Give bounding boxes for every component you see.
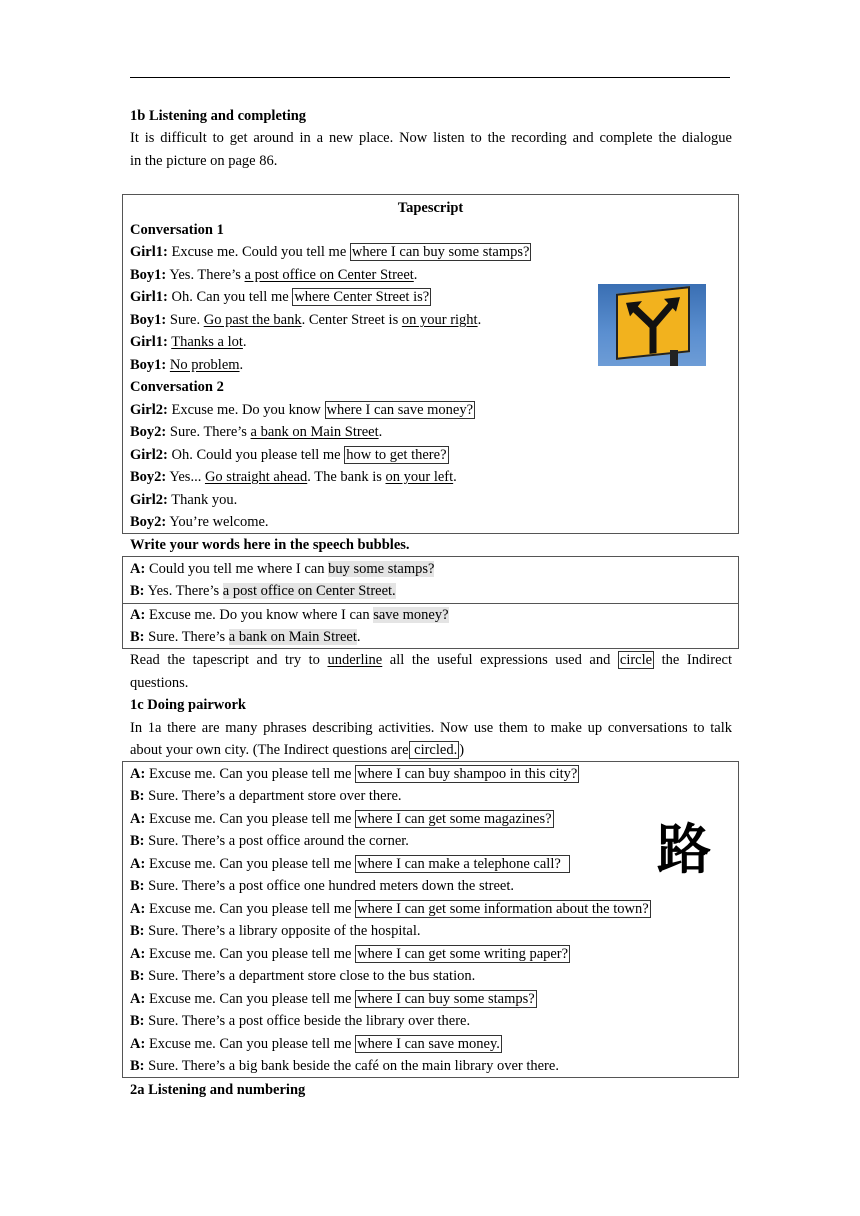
- tapescript-line: Girl1: Excuse me. Could you tell me where I can buy some stamps?: [130, 244, 530, 260]
- useful-expression-underlined: on your left: [385, 469, 454, 485]
- speaker-label: Boy2:: [130, 469, 167, 485]
- filled-answer: a post office on Center Street.: [222, 583, 396, 599]
- section-1b-title: 1b Listening and completing: [130, 108, 307, 124]
- tapescript-line: Girl1: Thanks a lot.: [130, 334, 247, 350]
- speaker-label: B:: [130, 583, 145, 599]
- indirect-question-circled: where I can buy some stamps?: [351, 244, 530, 260]
- indirect-question-circled: where I can buy some stamps?: [357, 991, 535, 1007]
- bubble-line: A: Excuse me. Do you know where I can save money?: [130, 607, 449, 623]
- pairwork-line: B: Sure. There’s a department store over there.: [130, 788, 402, 804]
- speaker-label: A:: [130, 946, 146, 962]
- useful-expression-underlined: Go past the bank: [203, 312, 302, 328]
- indirect-question-circled: where I can buy shampoo in this city?: [357, 766, 578, 782]
- speaker-label: A:: [130, 856, 146, 872]
- speaker-label: A:: [130, 561, 146, 577]
- tapescript-line: Boy2: Yes... Go straight ahead. The bank is on your left.: [130, 469, 457, 485]
- speech-bubbles-box: [122, 556, 739, 649]
- lu-character-glyph: 路: [657, 817, 711, 881]
- speaker-label: A:: [130, 1036, 146, 1052]
- top-rule: [130, 77, 730, 78]
- circled-word: circled.: [410, 742, 458, 758]
- underline-word: underline: [327, 652, 383, 668]
- bubble-line: A: Could you tell me where I can buy some stamps?: [130, 561, 435, 577]
- pairwork-line: A: Excuse me. Can you please tell me where I can buy shampoo in this city?: [130, 766, 578, 782]
- indirect-question-circled: where I can save money.: [357, 1036, 500, 1052]
- speaker-label: Boy1:: [130, 267, 167, 283]
- fork-arrow-icon: [618, 288, 688, 357]
- filled-answer: save money?: [373, 607, 449, 623]
- speaker-label: Girl1:: [130, 334, 168, 350]
- conversation-2-heading: Conversation 2: [130, 379, 224, 395]
- pairwork-line: B: Sure. There’s a department store close to the bus station.: [130, 968, 476, 984]
- instruction-line2: questions.: [130, 675, 189, 691]
- indirect-question-circled: where Center Street is?: [294, 289, 430, 305]
- speaker-label: Girl1:: [130, 289, 168, 305]
- useful-expression-underlined: Go straight ahead: [204, 469, 308, 485]
- speaker-label: A:: [130, 607, 146, 623]
- road-sign-fork-arrow-icon: [598, 284, 706, 366]
- tapescript-line: Girl2: Oh. Could you please tell me how to get there?: [130, 447, 447, 463]
- useful-expression-underlined: Thanks a lot: [171, 334, 243, 350]
- indirect-question-circled: where I can get some magazines?: [357, 811, 552, 827]
- speaker-label: B:: [130, 788, 145, 804]
- useful-expression-underlined: No problem: [169, 357, 240, 373]
- section-2a-title: 2a Listening and numbering: [130, 1082, 306, 1098]
- speaker-label: B:: [130, 833, 145, 849]
- bubble-line: B: Sure. There’s a bank on Main Street.: [130, 629, 361, 645]
- tapescript-line: Boy2: Sure. There’s a bank on Main Street.: [130, 424, 383, 440]
- section-1c-title: 1c Doing pairwork: [130, 697, 246, 713]
- speaker-label: Girl2:: [130, 402, 168, 418]
- speaker-label: B:: [130, 1013, 145, 1029]
- speech-bubbles-title: Write your words here in the speech bubbles.: [130, 537, 410, 553]
- section-1b-intro-line1: It is difficult to get around in a new place. Now listen to the recording and complete the dialogue: [130, 130, 732, 146]
- pairwork-line: B: Sure. There’s a post office one hundred meters down the street.: [130, 878, 515, 894]
- speaker-label: B:: [130, 878, 145, 894]
- useful-expression-underlined: a post office on Center Street: [244, 267, 414, 283]
- pairwork-line: B: Sure. There’s a post office around the corner.: [130, 833, 409, 849]
- tapescript-line: Boy1: No problem.: [130, 357, 244, 373]
- filled-answer: a bank on Main Street: [228, 629, 357, 645]
- tapescript-line: Girl2: Excuse me. Do you know where I can save money?: [130, 402, 474, 418]
- pairwork-line: A: Excuse me. Can you please tell me where I can save money.: [130, 1036, 500, 1052]
- speaker-label: B:: [130, 968, 145, 984]
- conversation-1-heading: Conversation 1: [130, 222, 224, 238]
- pairwork-box: [122, 761, 739, 1078]
- indirect-question-circled: where I can get some information about the town?: [357, 901, 649, 917]
- tapescript-title: Tapescript: [397, 200, 464, 216]
- speaker-label: Girl1:: [130, 244, 168, 260]
- tapescript-line: Boy1: Yes. There’s a post office on Center Street.: [130, 267, 418, 283]
- speaker-label: Girl2:: [130, 492, 168, 508]
- section-1b-intro-line2: in the picture on page 86.: [130, 153, 278, 169]
- pairwork-line: A: Excuse me. Can you please tell me where I can make a telephone call?: [130, 856, 569, 872]
- tapescript-line: Girl2: Thank you.: [130, 492, 238, 508]
- speaker-label: A:: [130, 991, 146, 1007]
- tapescript-line: Boy2: You’re welcome.: [130, 514, 269, 530]
- indirect-question-circled: where I can get some writing paper?: [357, 946, 569, 962]
- tapescript-line: Girl1: Oh. Can you tell me where Center Street is?: [130, 289, 430, 305]
- instruction-line1: Read the tapescript and try to underline all the useful expressions used and circle the Indirect: [130, 652, 732, 668]
- section-1c-intro-line1: In 1a there are many phrases describing activities. Now use them to make up conversations to talk: [130, 720, 732, 736]
- indirect-question-circled: where I can make a telephone call?: [357, 856, 569, 872]
- tapescript-line: Boy1: Sure. Go past the bank. Center Street is on your right.: [130, 312, 482, 328]
- indirect-question-circled: how to get there?: [346, 447, 447, 463]
- speaker-label: B:: [130, 1058, 145, 1074]
- speaker-label: B:: [130, 923, 145, 939]
- circle-word: circle: [619, 652, 653, 668]
- speaker-label: Girl2:: [130, 447, 168, 463]
- speaker-label: A:: [130, 766, 146, 782]
- filled-answer: buy some stamps?: [328, 561, 435, 577]
- speaker-label: Boy2:: [130, 514, 167, 530]
- pairwork-line: B: Sure. There’s a big bank beside the café on the main library over there.: [130, 1058, 559, 1074]
- section-1c-intro-line2: about your own city. (The Indirect questions are circled. ): [130, 742, 465, 758]
- pairwork-line: A: Excuse me. Can you please tell me where I can get some writing paper?: [130, 946, 569, 962]
- speaker-label: Boy1:: [130, 357, 167, 373]
- useful-expression-underlined: on your right: [401, 312, 478, 328]
- speaker-label: Boy2:: [130, 424, 167, 440]
- pairwork-line: B: Sure. There’s a library opposite of the hospital.: [130, 923, 421, 939]
- pairwork-line: B: Sure. There’s a post office beside the library over there.: [130, 1013, 471, 1029]
- indirect-question-circled: where I can save money?: [326, 402, 474, 418]
- speaker-label: B:: [130, 629, 145, 645]
- speaker-label: Boy1:: [130, 312, 167, 328]
- pairwork-line: A: Excuse me. Can you please tell me where I can buy some stamps?: [130, 991, 535, 1007]
- speaker-label: A:: [130, 811, 146, 827]
- pairwork-line: A: Excuse me. Can you please tell me where I can get some magazines?: [130, 811, 552, 827]
- pairwork-line: A: Excuse me. Can you please tell me where I can get some information about the town?: [130, 901, 649, 917]
- speaker-label: A:: [130, 901, 146, 917]
- bubble-line: B: Yes. There’s a post office on Center Street.: [130, 583, 396, 599]
- useful-expression-underlined: a bank on Main Street: [250, 424, 379, 440]
